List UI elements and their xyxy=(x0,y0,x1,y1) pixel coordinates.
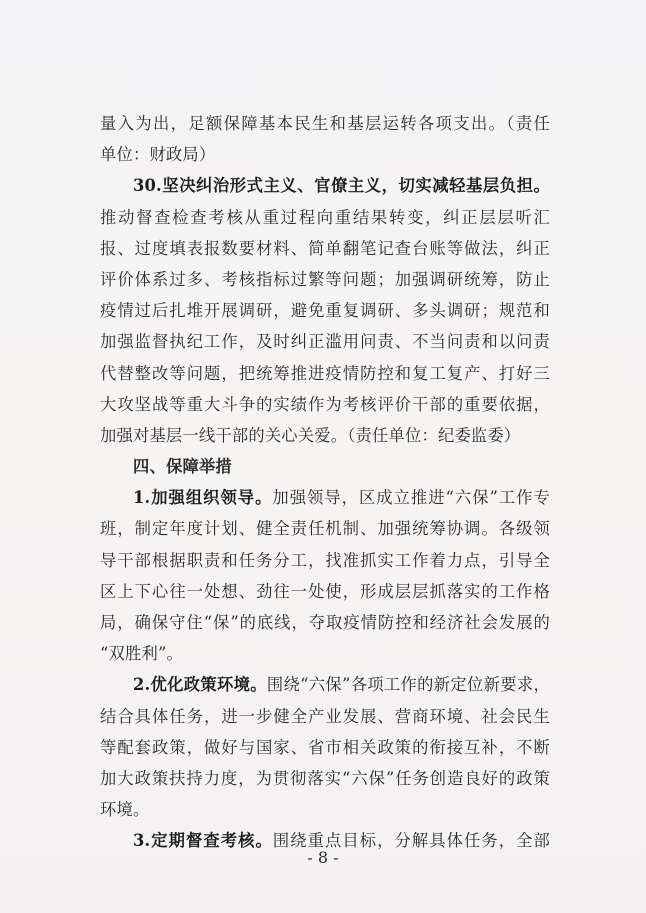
line-text: 加大政策扶持力度，为贯彻落实“六保”任务创造良好的政策 xyxy=(100,768,550,788)
line-text: 代替整改等问题，把统筹推进疫情防控和复工复产、打好三 xyxy=(100,363,550,383)
text-line xyxy=(100,545,550,576)
line-text: 导干部根据职责和任务分工，找准抓实工作着力点，引导全 xyxy=(100,550,550,570)
text-line xyxy=(100,638,550,669)
line-text: 加强对基层一线干部的关心关爱。（责任单位：纪委监委） xyxy=(100,425,521,445)
line-text: 评价体系过多、考核指标过繁等问题；加强调研统筹，防止 xyxy=(100,269,550,289)
item-title: 30.坚决纠治形式主义、官僚主义，切实减轻基层负担。 xyxy=(133,176,550,196)
text-line xyxy=(100,358,550,389)
line-text: 量入为出，足额保障基本民生和基层运转各项支出。（责任 xyxy=(100,114,550,133)
line-text: 局，确保守住“保”的底线，夺取疫情防控和经济社会发展的 xyxy=(100,613,550,632)
text-line xyxy=(100,576,550,607)
page-number: - 8 - xyxy=(307,848,339,867)
text-line xyxy=(100,264,550,295)
text-line xyxy=(100,669,550,700)
section-heading xyxy=(100,451,550,482)
text-line xyxy=(100,732,550,763)
text-line xyxy=(100,108,550,139)
text-line xyxy=(100,326,550,357)
line-text: 加强监督执纪工作，及时纠正滥用问责、不当问责和以问责 xyxy=(100,332,550,352)
text-line xyxy=(100,607,550,638)
line-text: 推动督查检查考核从重过程向重结果转变，纠正层层听汇 xyxy=(100,207,550,227)
text-line xyxy=(100,794,550,825)
text-line xyxy=(100,420,550,451)
text-line xyxy=(100,170,550,201)
item-title: 1.加强组织领导。 xyxy=(133,488,273,508)
text-line xyxy=(100,202,550,233)
line-text: 单位：财政局） xyxy=(100,145,216,165)
line-text: 疫情过后扎堆开展调研，避免重复调研、多头调研；规范和 xyxy=(100,301,550,321)
line-text: 等配套政策，做好与国家、省市相关政策的衔接互补，不断 xyxy=(100,737,550,757)
line-text: 大攻坚战等重大斗争的实绩作为考核评价干部的重要依据， xyxy=(100,394,550,414)
text-line xyxy=(100,295,550,326)
line-text: 班，制定年度计划、健全责任机制、加强统筹协调。各级领 xyxy=(100,519,550,539)
text-line xyxy=(100,482,550,513)
line-text: 环境。 xyxy=(100,800,150,820)
line-text: 围绕“六保”各项工作的新定位新要求， xyxy=(266,675,550,695)
text-line xyxy=(100,513,550,544)
line-text: 加强领导，区成立推进“六保”工作专 xyxy=(272,488,550,508)
line-text: 区上下心往一处想、劲往一处使，形成层层抓落实的工作格 xyxy=(100,581,550,601)
text-line xyxy=(100,763,550,794)
document-body xyxy=(100,108,550,857)
text-line xyxy=(100,389,550,420)
item-title: 2.优化政策环境。 xyxy=(133,675,267,695)
text-line xyxy=(100,139,550,170)
text-line xyxy=(100,233,550,264)
line-text: “双胜利”。 xyxy=(100,644,183,664)
heading-text: 四、保障举措 xyxy=(133,457,232,477)
line-text: 结合具体任务，进一步健全产业发展、营商环境、社会民生 xyxy=(100,706,550,726)
line-text: 围绕重点目标，分解具体任务，全部 xyxy=(272,831,550,851)
item-title: 3.定期督查考核。 xyxy=(133,831,273,851)
line-text: 报、过度填表报数要材料、简单翻笔记查台账等做法，纠正 xyxy=(100,238,550,258)
text-line xyxy=(100,701,550,732)
